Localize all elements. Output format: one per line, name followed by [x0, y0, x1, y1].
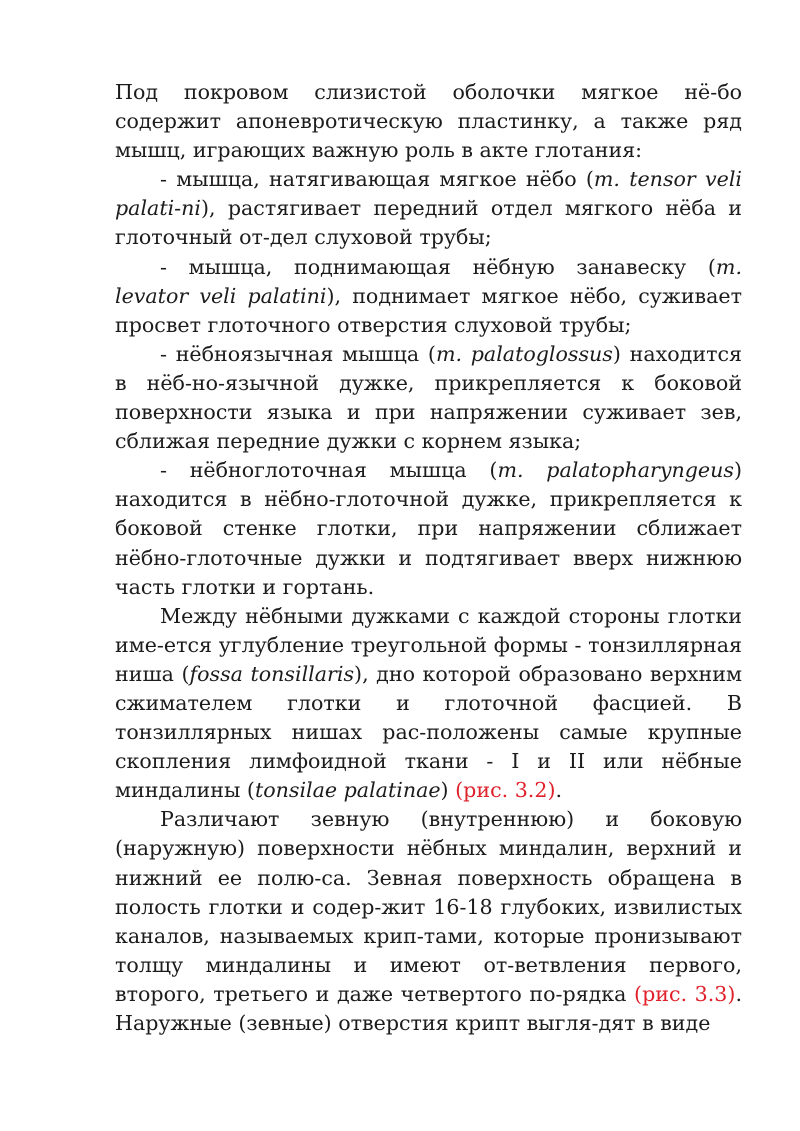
paragraph-text: ), дно которой образовано верхним сжимателем глотки и глоточной фасцией. В тонзиллярных нишах рас-положены самые крупные скопления лимфоидной ткани - I и II или нёбные миндалины ( — [115, 661, 742, 803]
list-item-text: - нёбноглоточная мышца ( — [160, 458, 498, 483]
list-item-text: ), поднимает мягкое нёбо, суживает просвет глоточного отверстия слуховой трубы; — [115, 283, 743, 337]
paragraph-text: ) — [440, 778, 456, 803]
paragraph-tonsillar-niche — [115, 602, 742, 806]
latin-term: m. tensor veli palati-ni — [115, 167, 742, 221]
paragraph-text: . Наружные (зевные) отверстия крипт выгля-дят в виде — [115, 981, 742, 1035]
list-item-palatoglossus — [115, 340, 742, 456]
paragraph-text: . — [555, 778, 563, 803]
latin-term: m. palatoglossus — [435, 341, 613, 366]
list-item-palatopharyngeus — [115, 456, 742, 601]
document-page — [115, 78, 742, 1038]
list-item-text: - мышца, натягивающая мягкое нёбо ( — [160, 167, 594, 192]
list-item-tensor-veli-palatini — [115, 165, 742, 252]
paragraph-text: Под покровом слизистой оболочки мягкое нё-бо содержит апоневротическую пластинку, а также ряд мышц, играющих важную роль в акте глотания: — [115, 80, 742, 163]
latin-term: fossa tonsillaris — [189, 661, 355, 686]
paragraph-tonsil-surfaces — [115, 805, 742, 1038]
list-item-text: ), растягивает передний отдел мягкого нёба и глоточный от-дел слуховой трубы; — [115, 196, 742, 250]
figure-reference-link[interactable]: (рис. 3.3) — [634, 981, 736, 1006]
list-item-text: - нёбноязычная мышца ( — [160, 341, 436, 366]
latin-term: m. palatopharyngeus — [497, 458, 734, 483]
latin-term: m. levator veli palatini — [115, 254, 742, 308]
paragraph-text: Различают зевную (внутреннюю) и боковую (наружную) поверхности нёбных миндалин, верхний и нижний ее полю-са. Зевная поверхность обращена в полость глотки и содер-жит 16-18 глубоких, извилистых каналов, называемых крип-тами, которые пронизывают толщу миндалины и имеют от-ветвления первого, второго, третьего и даже четвертого по-рядка — [115, 807, 742, 1006]
figure-reference-link[interactable]: (рис. 3.2) — [455, 778, 556, 803]
paragraph-text: Между нёбными дужками с каждой стороны глотки име-ется углубление треугольной формы - тонзиллярная ниша ( — [115, 603, 742, 686]
list-item-text: ) находится в нёб-но-язычной дужке, прикрепляется к боковой поверхности языка и при напряжении суживает зев, сближая передние дужки с корнем языка; — [115, 341, 742, 454]
latin-term: tonsilae palatinae — [254, 778, 441, 803]
list-item-text: ) находится в нёбно-глоточной дужке, прикрепляется к боковой стенке глотки, при напряжении сближает нёбно-глоточные дужки и подтягивает вверх нижнюю часть глотки и гортань. — [115, 458, 742, 599]
paragraph-intro — [115, 78, 742, 165]
list-item-text: - мышца, поднимающая нёбную занавеску ( — [160, 254, 716, 279]
list-item-levator-veli-palatini — [115, 253, 742, 340]
